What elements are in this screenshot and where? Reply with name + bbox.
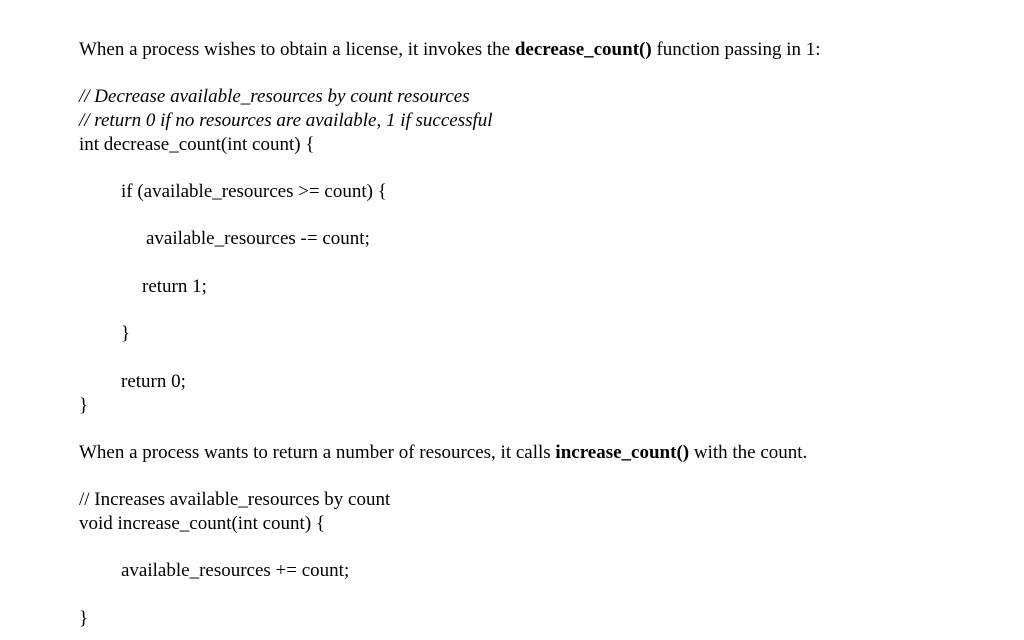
decrease-comment-2: // return 0 if no resources are available, 1 if successful <box>79 110 493 131</box>
decrement-statement: available_resources -= count; <box>146 228 370 249</box>
if-close-brace: } <box>121 323 131 344</box>
increase-comment: // Increases available_resources by count <box>79 489 391 510</box>
return-zero-statement: return 0; <box>121 371 186 392</box>
if-statement: if (available_resources >= count) { <box>121 181 387 202</box>
intro-text-after: function passing in 1: <box>651 39 821 60</box>
middle-text-before: When a process wants to return a number of resources, it calls <box>79 442 556 463</box>
return-one-statement: return 1; <box>142 276 207 297</box>
intro-paragraph <box>79 39 821 61</box>
middle-paragraph <box>79 442 807 464</box>
decrease-close-brace: } <box>79 395 89 416</box>
middle-text-after: with the count. <box>689 442 808 463</box>
intro-text-before: When a process wishes to obtain a license, it invokes the <box>79 39 515 60</box>
increase-count-function-name: increase_count() <box>555 442 690 463</box>
increase-close-brace: } <box>79 608 89 629</box>
increase-signature: void increase_count(int count) { <box>79 513 326 534</box>
decrease-count-function-name: decrease_count() <box>514 39 652 60</box>
decrease-signature: int decrease_count(int count) { <box>79 134 315 155</box>
decrease-comment-1: // Decrease available_resources by count resources <box>79 86 470 107</box>
increment-statement: available_resources += count; <box>121 560 350 581</box>
